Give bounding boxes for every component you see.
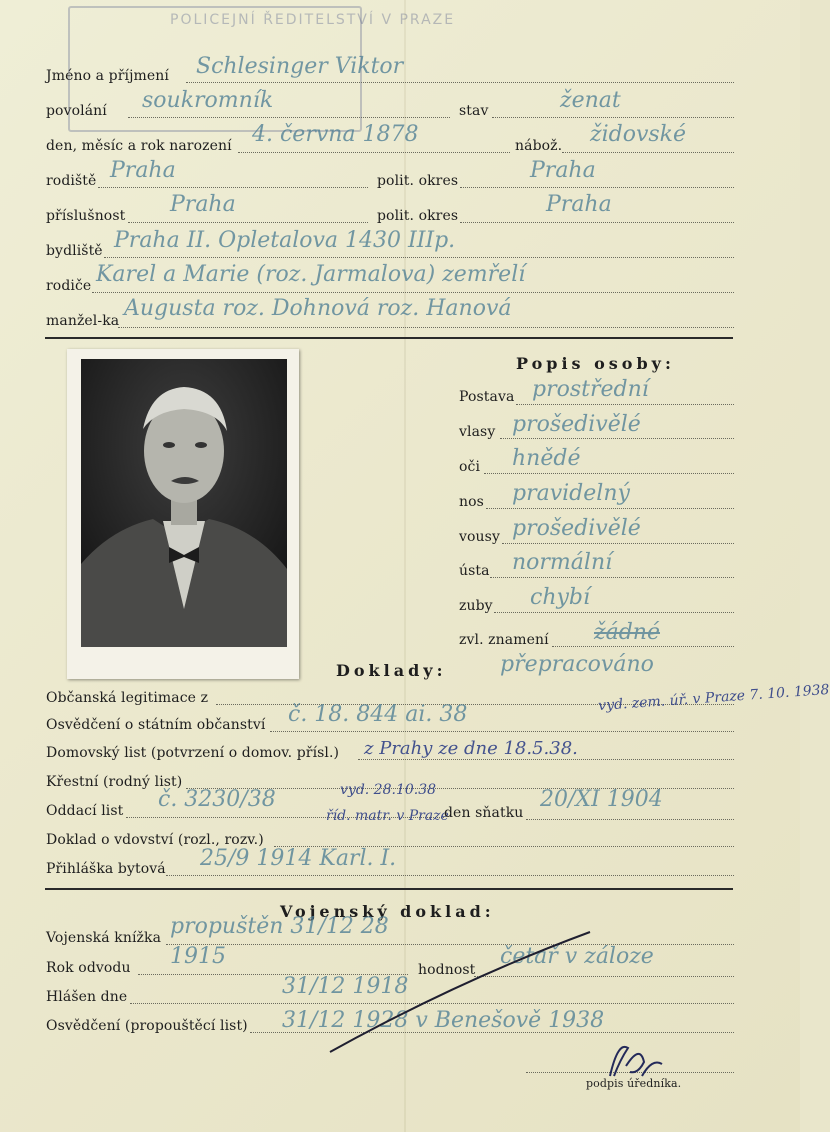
district-value-2: Praha <box>546 192 612 217</box>
draft-year-label: Rok odvodu <box>46 960 131 976</box>
hair-label: vlasy <box>459 424 496 440</box>
baptism-label: Křestní (rodný list) <box>46 774 183 790</box>
citizenship-label: příslušnost <box>46 208 126 224</box>
baptism-value: vyd. 28.10.38 <box>340 782 437 798</box>
home-cert-label: Domovský list (potvrzení o domov. přísl.) <box>46 745 340 761</box>
parents-label: rodiče <box>46 278 92 294</box>
birthplace-label: rodiště <box>46 173 97 189</box>
discharge-label: Osvědčení (propouštěcí list) <box>46 1018 248 1034</box>
birthplace-value: Praha <box>110 158 176 183</box>
residence-value: Praha II. Opletalova 1430 IIIp. <box>114 228 456 253</box>
spouse-label: manžel-ka <box>46 313 120 329</box>
spouse-value: Augusta roz. Dohnová roz. Hanová <box>124 296 512 321</box>
occupation-label: povolání <box>46 103 107 119</box>
signature-label: podpis úředníka. <box>586 1077 682 1090</box>
documents-heading: Doklady: <box>336 661 447 680</box>
citizenship-cert-label: Osvědčení o státním občanství <box>46 717 266 733</box>
marriage-note: říd. matr. v Praze <box>326 808 449 824</box>
marks-value: žádné <box>594 620 660 645</box>
home-cert-value: z Prahy ze dne 18.5.38. <box>364 738 578 759</box>
religion-label: nábož. <box>515 138 563 154</box>
reported-value: 31/12 1918 <box>282 974 409 999</box>
citizenship-cert-value: č. 18. 844 ai. 38 <box>288 702 468 727</box>
reported-label: Hlášen dne <box>46 989 128 1005</box>
beard-value: prošedivělé <box>512 516 641 541</box>
draft-year-value: 1915 <box>170 944 226 969</box>
status-label: stav <box>459 103 489 119</box>
status-value: ženat <box>560 88 621 113</box>
discharge-value: 31/12 1928 v Benešově 1938 <box>282 1008 605 1033</box>
stamp-text: POLICEJNÍ ŘEDITELSTVÍ V PRAZE <box>170 12 456 28</box>
birthdate-value: 4. června 1878 <box>252 122 419 147</box>
eyes-label: oči <box>459 459 481 475</box>
build-label: Postava <box>459 389 515 405</box>
teeth-value: chybí <box>530 585 591 610</box>
eyes-value: hnědé <box>512 446 581 471</box>
military-heading: Vojenský doklad: <box>280 902 495 921</box>
description-heading: Popis osoby: <box>516 354 675 373</box>
marriage-value: č. 3230/38 <box>158 787 276 812</box>
religion-value: židovské <box>590 122 687 147</box>
name-label: Jméno a příjmení <box>46 68 169 84</box>
residence-reg-label: Přihláška bytová <box>46 861 166 877</box>
parents-value: Karel a Marie (roz. Jarmalova) zemřelí <box>96 262 526 287</box>
birthdate-label: den, měsíc a rok narození <box>46 138 232 154</box>
id-card-label: Občanská legitimace z <box>46 690 209 706</box>
residence-label: bydliště <box>46 243 103 259</box>
name-value: Schlesinger Viktor <box>196 54 404 79</box>
beard-label: vousy <box>459 529 500 545</box>
district-label-1: polit. okres <box>377 173 459 189</box>
occupation-value: soukromník <box>142 88 274 113</box>
citizenship-value: Praha <box>170 192 236 217</box>
military-book-label: Vojenská knížka <box>46 930 162 946</box>
teeth-label: zuby <box>459 598 493 614</box>
marks-extra: přepracováno <box>500 652 654 677</box>
district-value-1: Praha <box>530 158 596 183</box>
residence-reg-value: 25/9 1914 Karl. I. <box>200 846 397 871</box>
mouth-label: ústa <box>459 563 490 579</box>
district-label-2: polit. okres <box>377 208 459 224</box>
rank-value: četař v záloze <box>500 944 654 969</box>
nose-value: pravidelný <box>512 481 630 506</box>
wedding-date-value: 20/XI 1904 <box>540 787 663 812</box>
build-value: prostřední <box>532 377 649 402</box>
nose-label: nos <box>459 494 484 510</box>
hair-value: prošedivělé <box>512 412 641 437</box>
wedding-date-label: den sňatku <box>444 805 524 821</box>
rank-label: hodnost <box>418 962 476 978</box>
widowhood-label: Doklad o vdovství (rozl., rozv.) <box>46 832 264 848</box>
mouth-value: normální <box>512 550 613 575</box>
military-book-value: propuštěn 31/12 28 <box>170 914 389 939</box>
marriage-label: Oddací list <box>46 803 124 819</box>
id-card-value: vyd. zem. úř. v Praze 7. 10. 1938 <box>597 681 830 715</box>
marks-label: zvl. znamení <box>459 632 549 648</box>
